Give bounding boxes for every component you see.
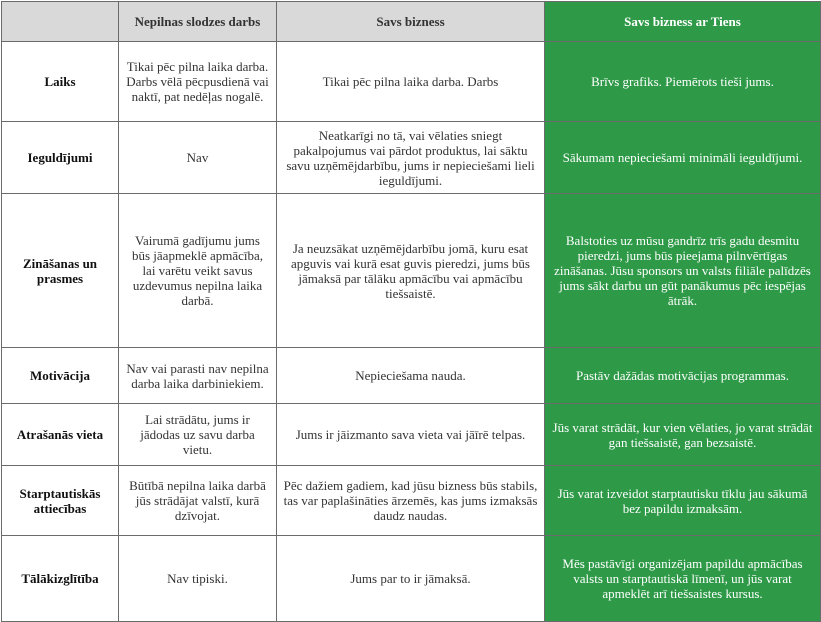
header-part-time-job: Nepilnas slodzes darbs [119,2,277,42]
table-row [2,404,821,466]
cell-own-business: Nepieciešama nauda. [277,348,545,404]
cell-own-business: Jums ir jāizmanto sava vieta vai jāīrē telpas. [277,404,545,466]
cell-part-time: Nav tipiski. [119,536,277,622]
row-label: Motivācija [2,348,119,404]
cell-part-time: Lai strādātu, jums ir jādodas uz savu darba vietu. [119,404,277,466]
cell-tiens: Pastāv dažādas motivācijas programmas. [545,348,821,404]
header-tiens-business: Savs bizness ar Tiens [545,2,821,42]
cell-part-time: Būtībā nepilna laika darbā jūs strādājat valstī, kurā dzīvojat. [119,466,277,536]
cell-tiens: Jūs varat izveidot starptautisku tīklu jau sākumā bez papildu izmaksām. [545,466,821,536]
table-row [2,122,821,194]
cell-tiens: Balstoties uz mūsu gandrīz trīs gadu desmitu pieredzi, jums būs pieejama pilnvērtīgas zināšanas. Jūsu sponsors un valsts filiāle palīdzēs jums sākt darbu un gūt panākumus pēc iespējas ātrāk. [545,194,821,348]
cell-own-business: Tikai pēc pilna laika darba. Darbs [277,42,545,122]
cell-part-time: Nav [119,122,277,194]
cell-tiens: Sākumam nepieciešami minimāli ieguldījumi. [545,122,821,194]
cell-own-business: Jums par to ir jāmaksā. [277,536,545,622]
cell-own-business: Neatkarīgi no tā, vai vēlaties sniegt pakalpojumus vai pārdot produktus, lai sāktu savu uzņēmējdarbību, jums ir nepieciešami lieli ieguldījumi. [277,122,545,194]
cell-part-time: Nav vai parasti nav nepilna darba laika darbiniekiem. [119,348,277,404]
header-row [2,2,821,42]
cell-part-time: Tikai pēc pilna laika darba. Darbs vēlā pēcpusdienā vai naktī, pat nedēļas nogalē. [119,42,277,122]
row-label: Laiks [2,42,119,122]
table-row [2,466,821,536]
header-blank [2,2,119,42]
row-label: Atrašanās vieta [2,404,119,466]
cell-own-business: Pēc dažiem gadiem, kad jūsu bizness būs stabils, tas var paplašināties ārzemēs, kas jums izmaksās daudz naudas. [277,466,545,536]
cell-own-business: Ja neuzsākat uzņēmējdarbību jomā, kuru esat apguvis vai kurā esat guvis pieredzi, jums būs jāmaksā par tālāku apmācību vai apmācību tiešsaistē. [277,194,545,348]
cell-tiens: Jūs varat strādāt, kur vien vēlaties, jo varat strādāt gan tiešsaistē, gan bezsaistē. [545,404,821,466]
row-label: Zināšanas un prasmes [2,194,119,348]
row-label: Tālākizglītība [2,536,119,622]
row-label: Starptautiskās attiecības [2,466,119,536]
header-own-business: Savs bizness [277,2,545,42]
cell-part-time: Vairumā gadījumu jums būs jāapmeklē apmācība, lai varētu veikt savus uzdevumus nepilna laika darbā. [119,194,277,348]
cell-tiens: Mēs pastāvīgi organizējam papildu apmācības valsts un starptautiskā līmenī, un jūs varat apmeklēt arī tiešsaistes kursus. [545,536,821,622]
table-row [2,194,821,348]
table-row [2,42,821,122]
comparison-table [1,1,821,622]
row-label: Ieguldījumi [2,122,119,194]
cell-tiens: Brīvs grafiks. Piemērots tieši jums. [545,42,821,122]
table-row [2,348,821,404]
table-row [2,536,821,622]
